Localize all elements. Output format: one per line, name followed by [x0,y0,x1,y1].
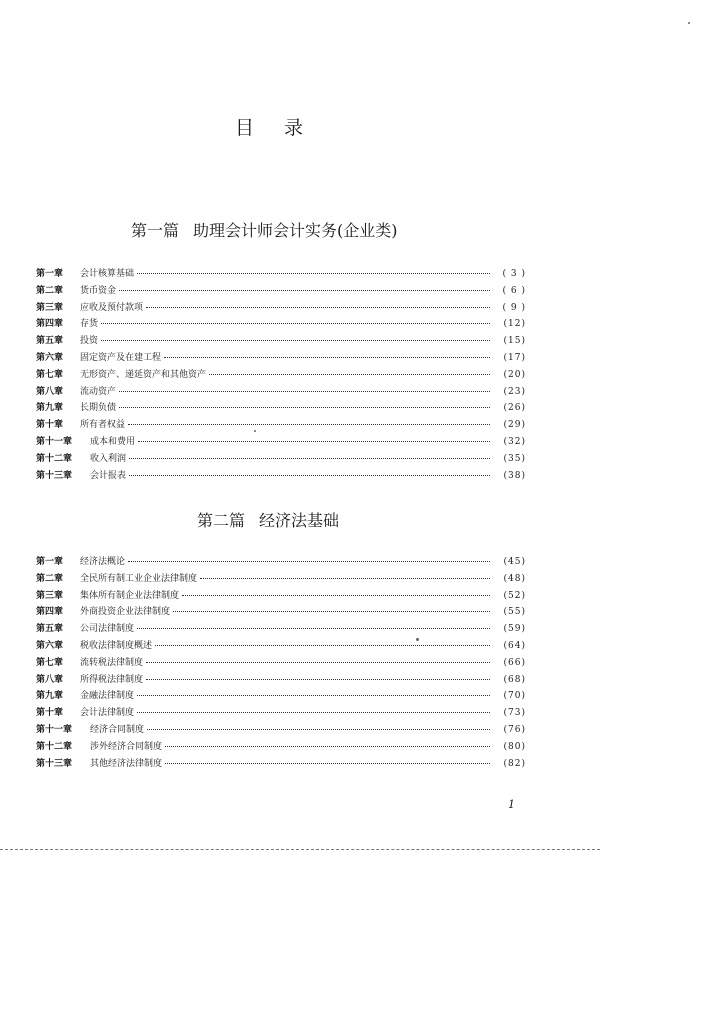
toc-leader-dots [129,448,490,459]
toc-page-number: (17) [503,352,526,363]
toc-chapter-title: 集体所有制企业法律制度 [80,590,180,601]
part-number: 第二篇 [197,511,246,530]
toc-page-number: (48) [503,573,526,584]
scan-speck [254,430,256,432]
toc-chapter-title: 外商投资企业法律制度 [80,607,171,618]
toc-chapter-title: 成本和费用 [90,436,136,447]
toc-chapter-title: 会计法律制度 [80,708,135,719]
scan-speck [688,22,690,24]
toc-page-number: (64) [503,640,526,651]
toc-chapter-title: 税收法律制度概述 [80,640,153,651]
toc-part-2 [36,553,526,771]
toc-chapter-number: 第四章 [36,607,64,618]
part-heading-2 [197,508,339,531]
toc-chapter-number: 第十二章 [36,453,73,464]
toc-chapter-number: 第四章 [36,319,64,330]
toc-chapter-title: 经济合同制度 [90,724,145,735]
toc-leader-dots [137,263,490,274]
toc-chapter-title: 所有者权益 [80,420,126,431]
toc-page-number: (70) [503,691,526,702]
toc-chapter-number: 第一章 [36,269,64,279]
toc-chapter-title: 存货 [80,319,99,330]
toc-page-number: (12) [503,319,526,330]
toc-chapter-title: 其他经济法律制度 [90,758,163,769]
toc-page-number: (38) [503,470,526,481]
toc-chapter-number: 第十二章 [36,741,73,752]
toc-chapter-number: 第七章 [36,657,64,668]
toc-leader-dots [200,568,490,579]
toc-chapter-title: 会计核算基础 [80,269,135,279]
toc-chapter-title: 涉外经济合同制度 [90,741,163,752]
toc-page-number: ( 3 ) [502,269,526,279]
toc-page-number: (52) [503,590,526,601]
toc-page-number: (26) [503,403,526,414]
toc-page-number: (73) [503,708,526,719]
part-heading-1 [131,218,398,241]
toc-page-number: (29) [503,420,526,431]
toc-page-number: ( 6 ) [502,285,526,296]
toc-chapter-number: 第十章 [36,708,64,719]
toc-chapter-number: 第六章 [36,640,64,651]
toc-part-1 [36,265,526,483]
toc-chapter-number: 第九章 [36,691,64,702]
toc-chapter-title: 固定资产及在建工程 [80,352,162,363]
toc-chapter-number: 第三章 [36,590,64,601]
toc-chapter-title: 货币资金 [80,285,117,296]
toc-chapter-title: 投资 [80,336,99,347]
toc-page-number: (76) [503,724,526,735]
toc-leader-dots [119,397,490,408]
title-char-left: 目 [234,117,256,139]
toc-chapter-title: 应收及预付款项 [80,302,144,313]
toc-page-number: (55) [503,607,526,618]
toc-page-number: (80) [503,741,526,752]
toc-chapter-title: 无形资产、递延资产和其他资产 [80,369,207,380]
toc-chapter-title: 所得税法律制度 [80,674,144,685]
toc-chapter-number: 第五章 [36,624,64,635]
toc-leader-dots [101,330,490,341]
toc-leader-dots [137,685,490,696]
toc-leader-dots [119,280,490,291]
toc-page-number: (45) [503,557,526,567]
toc-leader-dots [119,381,490,392]
toc-page-number: (15) [503,336,526,347]
toc-leader-dots [164,347,490,358]
toc-chapter-number: 第十一章 [36,724,73,735]
toc-leader-dots [147,719,490,730]
toc-leader-dots [155,635,490,646]
toc-page-number: (68) [503,674,526,685]
toc-leader-dots [137,618,490,629]
toc-chapter-number: 第十章 [36,420,64,431]
toc-chapter-title: 会计报表 [90,470,127,481]
title-char-right: 录 [284,117,306,139]
toc-chapter-number: 第五章 [36,336,64,347]
part-name: 助理会计师会计实务(企业类) [193,221,398,240]
part-number: 第一篇 [131,221,180,240]
toc-chapter-number: 第八章 [36,386,64,397]
toc-chapter-number: 第八章 [36,674,64,685]
toc-leader-dots [165,736,490,747]
toc-chapter-number: 第十三章 [36,758,73,769]
toc-leader-dots [165,753,490,764]
toc-chapter-title: 流转税法律制度 [80,657,144,668]
toc-chapter-title: 流动资产 [80,386,117,397]
toc-chapter-number: 第七章 [36,369,64,380]
toc-leader-dots [129,465,490,476]
toc-chapter-number: 第三章 [36,302,64,313]
toc-leader-dots [146,297,490,308]
toc-page-number: ( 9 ) [502,302,526,313]
toc-chapter-number: 第六章 [36,352,64,363]
page-number: 1 [508,798,515,811]
toc-page-number: (82) [503,758,526,769]
toc-leader-dots [173,601,490,612]
part-name: 经济法基础 [259,511,340,530]
toc-chapter-title: 长期负债 [80,403,117,414]
toc-chapter-number: 第二章 [36,573,64,584]
toc-chapter-number: 第二章 [36,285,64,296]
toc-leader-dots [128,414,490,425]
toc-leader-dots [182,585,490,596]
scan-speck [416,638,419,641]
toc-chapter-title: 金融法律制度 [80,691,135,702]
scan-artifact-line [0,849,600,850]
toc-page-number: (32) [503,436,526,447]
toc-entry [36,755,526,772]
toc-leader-dots [209,364,490,375]
toc-chapter-number: 第十一章 [36,436,73,447]
toc-chapter-title: 全民所有制工业企业法律制度 [80,573,198,584]
toc-chapter-number: 第一章 [36,557,64,567]
toc-chapter-title: 经济法概论 [80,557,126,567]
toc-page-number: (59) [503,624,526,635]
toc-chapter-number: 第九章 [36,403,64,414]
toc-entry [36,467,526,484]
toc-leader-dots [137,702,490,713]
toc-page-number: (35) [503,453,526,464]
toc-leader-dots [146,669,490,680]
toc-leader-dots [146,652,490,663]
toc-page-number: (20) [503,369,526,380]
toc-chapter-title: 公司法律制度 [80,624,135,635]
toc-page-number: (23) [503,386,526,397]
toc-leader-dots [138,431,490,442]
toc-chapter-number: 第十三章 [36,470,73,481]
page-title [0,113,540,140]
toc-leader-dots [101,313,490,324]
toc-chapter-title: 收入利润 [90,453,127,464]
toc-page-number: (66) [503,657,526,668]
toc-leader-dots [128,551,490,562]
